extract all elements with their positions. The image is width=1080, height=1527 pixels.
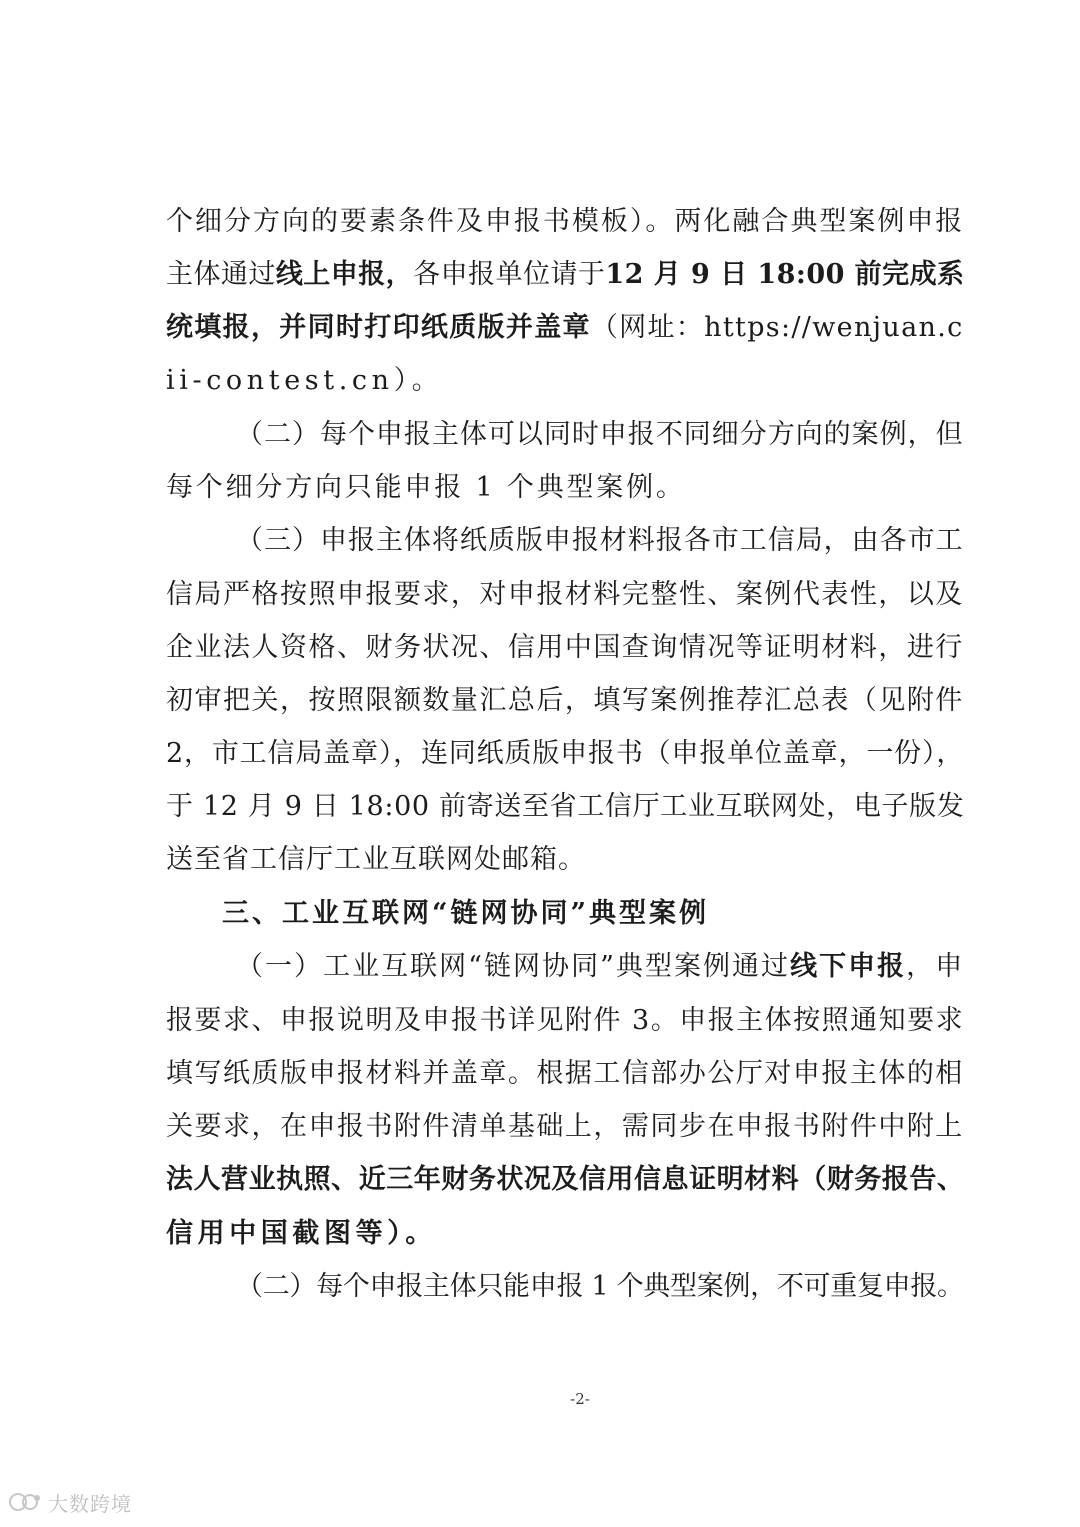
text-segment: 每个细分方向只能申报 1 个典型案例。: [166, 472, 686, 503]
text-segment: 送至省工信厅工业互联网处邮箱。: [166, 844, 586, 875]
text-segment: （一）工业互联网“链网协同”典型案例通过: [236, 951, 791, 982]
text-line: [166, 790, 964, 824]
text-line: [236, 950, 964, 984]
text-segment: 初审把关，按照限额数量汇总后，填写案例推荐汇总表（见附件: [166, 685, 964, 716]
page-number: -2-: [570, 1390, 590, 1408]
text-line: [166, 1004, 964, 1038]
text-segment: 报要求、申报说明及申报书详见附件 3。申报主体按照通知要求: [166, 1005, 965, 1036]
text-segment: 主体通过: [166, 259, 276, 290]
text-segment: 2，市工信局盖章），连同纸质版申报书（申报单位盖章，一份），: [166, 738, 965, 769]
watermark-logo-icon: [8, 1491, 42, 1513]
text-segment: 信局严格按照申报要求，对申报材料完整性、案例代表性，以及: [166, 579, 964, 610]
watermark-text: 大数跨境: [48, 1491, 132, 1516]
bold-text: 法人营业执照、近三年财务状况及信用信息证明材料（财务报告、: [166, 1164, 965, 1195]
text-line: [236, 418, 964, 452]
bold-text: 线上申报，: [275, 259, 414, 290]
text-segment: （二）每个申报主体可以同时申报不同细分方向的案例，但: [236, 419, 964, 450]
text-line: [166, 1217, 437, 1251]
bold-text: 12 月 9 日 18:00 前完成系: [605, 259, 965, 290]
text-line: [166, 737, 964, 771]
text-segment: 三、工业互联网“链网协同”典型案例: [222, 898, 710, 929]
text-segment: 关要求，在申报书附件清单基础上，需同步在申报书附件中附上: [166, 1111, 964, 1142]
text-line: [166, 311, 964, 345]
watermark: [8, 1488, 132, 1516]
bold-text: 信用中国截图等）。: [166, 1218, 437, 1249]
bold-text: 统填报，并同时打印纸质版并盖章: [166, 312, 591, 343]
text-line: [166, 684, 964, 718]
text-line: [236, 1270, 964, 1304]
text-line: [166, 631, 964, 665]
text-segment: 个细分方向的要素条件及申报书模板）。两化融合典型案例申报: [166, 206, 965, 237]
text-line: [166, 1110, 964, 1144]
text-segment: ii-contest.cn）。: [166, 365, 444, 396]
text-segment: （三）申报主体将纸质版申报材料报各市工信局，由各市工: [236, 525, 964, 556]
bold-text: 线下申报: [790, 951, 907, 982]
text-line: [166, 578, 964, 612]
text-line: [236, 524, 964, 558]
text-segment: （网址：https://wenjuan.c: [590, 312, 964, 343]
text-segment: 填写纸质版申报材料并盖章。根据工信部办公厅对申报主体的相: [166, 1058, 964, 1089]
text-line: [166, 471, 686, 505]
section-heading: [222, 897, 709, 931]
text-line: [166, 205, 964, 239]
text-segment: （二）每个申报主体只能申报 1 个典型案例，不可重复申报。: [236, 1271, 964, 1302]
text-segment: 企业法人资格、财务状况、信用中国查询情况等证明材料，进行: [166, 632, 964, 663]
text-line: [166, 1057, 964, 1091]
text-line: [166, 364, 443, 398]
text-segment: ，申: [906, 951, 965, 982]
text-segment: 于 12 月 9 日 18:00 前寄送至省工信厅工业互联网处，电子版发: [166, 791, 965, 822]
text-line: [166, 258, 965, 292]
text-segment: 各申报单位请于: [413, 259, 606, 290]
text-line: [166, 843, 586, 877]
text-line: [166, 1163, 964, 1197]
